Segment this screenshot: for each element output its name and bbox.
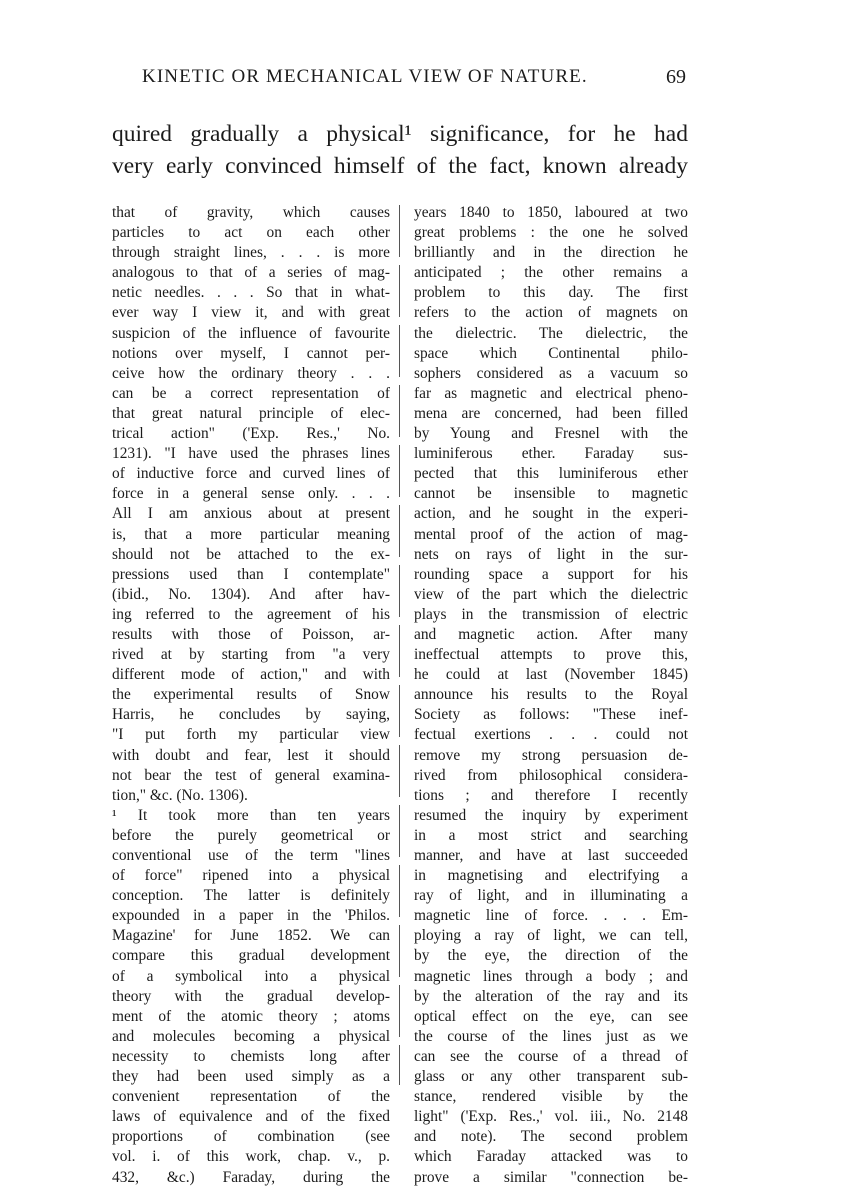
footnote-line: particles to act on each other (112, 224, 390, 242)
footnote-line: can see the course of a thread of (414, 1047, 688, 1065)
footnote-line: by Young and Fresnel with the (414, 425, 688, 443)
footnote-line: conventional use of the term "lines (112, 847, 390, 864)
footnote-line: announce his results to the Royal (414, 686, 688, 704)
footnote-line: different mode of action," and with (112, 666, 390, 684)
footnote-line: action, and he sought in the experi- (414, 505, 688, 523)
footnote-line: mental proof of the action of mag- (414, 525, 688, 543)
footnote-line: sophers considered as a vacuum so (414, 364, 688, 382)
running-title: KINETIC OR MECHANICAL VIEW OF NATURE. (142, 66, 588, 87)
footnote-line: ray of light, and in illuminating a (414, 887, 688, 905)
footnote-line: luminiferous ether. Faraday sus- (414, 445, 688, 463)
footnote-line: convenient representation of the (112, 1088, 390, 1106)
footnote-line: mena are concerned, had been filled (414, 404, 688, 422)
footnote-line: in a most strict and searching (414, 826, 688, 844)
footnote-line: can be a correct representation of (112, 384, 390, 402)
footnote-line: far as magnetic and electrical pheno- (414, 384, 688, 402)
footnote-line: rounding space a support for his (414, 565, 688, 583)
footnote-line: laws of equivalence and of the fixed (112, 1108, 390, 1126)
footnote-line: nets on rays of light in the sur- (414, 545, 688, 563)
footnote-line: ever way I view it, and with great (112, 304, 390, 322)
footnote-line: glass or any other transparent sub- (414, 1068, 688, 1086)
footnote-line: netic needles. . . . So that in what- (112, 284, 390, 302)
footnote-line: should not be attached to the ex- (112, 545, 390, 563)
footnote-line: ceive how the ordinary theory . . . (112, 364, 390, 382)
footnote-line: "I put forth my particular view (112, 726, 390, 744)
footnote-line: conception. The latter is definitely (112, 887, 390, 905)
footnote-line: Magazine' for June 1852. We can (112, 927, 390, 945)
footnote-line: view of the part which the dielectric (414, 585, 688, 603)
footnote-line: great problems : the one he solved (414, 224, 688, 242)
footnote-line: ing referred to the agreement of his (112, 605, 390, 623)
footnote-line: ineffectual attempts to prove this, (414, 646, 688, 664)
footnote-line: manner, and have at last succeeded (414, 847, 688, 864)
footnote-line: before the purely geometrical or (112, 826, 390, 844)
column-divider (399, 205, 400, 1085)
footnote-line: Harris, he concludes by saying, (112, 706, 390, 724)
footnote-line: magnetic lines through a body ; and (414, 967, 688, 985)
footnote-line: rived from philosophical considera- (414, 766, 688, 784)
footnote-line: the course of the lines just as we (414, 1027, 688, 1045)
footnote-line: remove my strong persuasion de- (414, 746, 688, 764)
footnote-line: is, that a more particular meaning (112, 525, 390, 543)
footnote-line: and molecules becoming a physical (112, 1027, 390, 1045)
footnote-line: through straight lines, . . . is more (112, 244, 390, 262)
footnote-line: magnetic line of force. . . . Em- (414, 907, 688, 925)
footnote-line: pressions used than I contemplate" (112, 565, 390, 583)
footnote-line: tion," &c. (No. 1306). (112, 786, 248, 804)
running-header (142, 66, 690, 96)
footnote-line: brilliantly and in the direction he (414, 244, 688, 262)
footnote-line: optical effect on the eye, can see (414, 1007, 688, 1025)
footnote-line: that great natural principle of elec- (112, 404, 390, 422)
footnote-line: the dielectric. The dielectric, the (414, 324, 688, 342)
footnote-line: resumed the inquiry by experiment (414, 806, 688, 824)
footnote-line: and magnetic action. After many (414, 625, 688, 643)
footnote-line: that of gravity, which causes (112, 204, 390, 221)
footnote-column-right (414, 203, 688, 1188)
footnote-line: force in a general sense only. . . . (112, 485, 390, 503)
footnote-line: tions ; and therefore I recently (414, 786, 688, 804)
footnote-line: analogous to that of a series of mag- (112, 264, 390, 282)
body-text (112, 118, 688, 182)
footnote-line: anticipated ; the other remains a (414, 264, 688, 282)
footnote-line: ploying a ray of light, we can tell, (414, 927, 688, 945)
footnote-line: plays in the transmission of electric (414, 605, 688, 623)
footnote-line: the experimental results of Snow (112, 686, 390, 704)
footnote-line: of force" ripened into a physical (112, 867, 390, 885)
footnote-column-left (112, 203, 390, 1188)
footnote-line: All I am anxious about at present (112, 505, 390, 523)
footnote-line: by the alteration of the ray and its (414, 987, 688, 1005)
footnote-line: results with those of Poisson, ar- (112, 625, 390, 643)
footnote-line: necessity to chemists long after (112, 1047, 390, 1065)
footnote-line: in magnetising and electrifying a (414, 867, 688, 885)
footnote-line: Society as follows: "These inef- (414, 706, 688, 724)
body-line: quired gradually a physical¹ significance, for he had (112, 121, 688, 147)
body-line: very early convinced himself of the fact, known already (112, 153, 688, 179)
footnote-line: and note). The second problem (414, 1128, 688, 1146)
footnote-line: which Faraday attacked was to (414, 1148, 688, 1166)
footnote-line: prove a similar "connection be- (414, 1168, 688, 1186)
footnote-line: proportions of combination (see (112, 1128, 390, 1146)
footnote-line: expounded in a paper in the 'Philos. (112, 907, 390, 925)
footnote-line: 432, &c.) Faraday, during the (112, 1168, 390, 1186)
footnote-line: light" ('Exp. Res.,' vol. iii., No. 2148 (414, 1108, 688, 1126)
footnote-line: notions over myself, I cannot per- (112, 344, 390, 362)
footnote-line: pected that this luminiferous ether (414, 465, 688, 483)
footnote-line: ment of the atomic theory ; atoms (112, 1007, 390, 1025)
footnote-line: refers to the action of magnets on (414, 304, 688, 322)
footnote-line: rived at by starting from "a very (112, 646, 390, 664)
footnote-line: 1231). "I have used the phrases lines (112, 445, 390, 463)
footnote-line: vol. i. of this work, chap. v., p. (112, 1148, 390, 1166)
footnote-line: stance, rendered visible by the (414, 1088, 688, 1106)
footnote-line: trical action" ('Exp. Res.,' No. (112, 425, 390, 443)
footnote-line: of inductive force and curved lines of (112, 465, 390, 483)
footnote-line: with doubt and fear, lest it should (112, 746, 390, 764)
footnote-line: problem to this day. The first (414, 284, 688, 302)
footnote-line: of a symbolical into a physical (112, 967, 390, 985)
footnote-line: suspicion of the influence of favourite (112, 324, 390, 342)
footnote-line: space which Continental philo- (414, 344, 688, 362)
footnote-line: they had been used simply as a (112, 1068, 390, 1086)
page-number: 69 (666, 66, 686, 88)
footnote-line: theory with the gradual develop- (112, 987, 390, 1005)
footnote-line: ¹ It took more than ten years (112, 806, 390, 824)
footnote-line: compare this gradual development (112, 947, 390, 965)
footnote-line: cannot be insensible to magnetic (414, 485, 688, 503)
footnote-line: fectual exertions . . . could not (414, 726, 688, 744)
footnote-line: by the eye, the direction of the (414, 947, 688, 965)
footnote-line: years 1840 to 1850, laboured at two (414, 204, 688, 221)
footnote-line: he could at last (November 1845) (414, 666, 688, 684)
footnote-line: (ibid., No. 1304). And after hav- (112, 585, 390, 603)
footnote-line: not bear the test of general examina- (112, 766, 390, 784)
